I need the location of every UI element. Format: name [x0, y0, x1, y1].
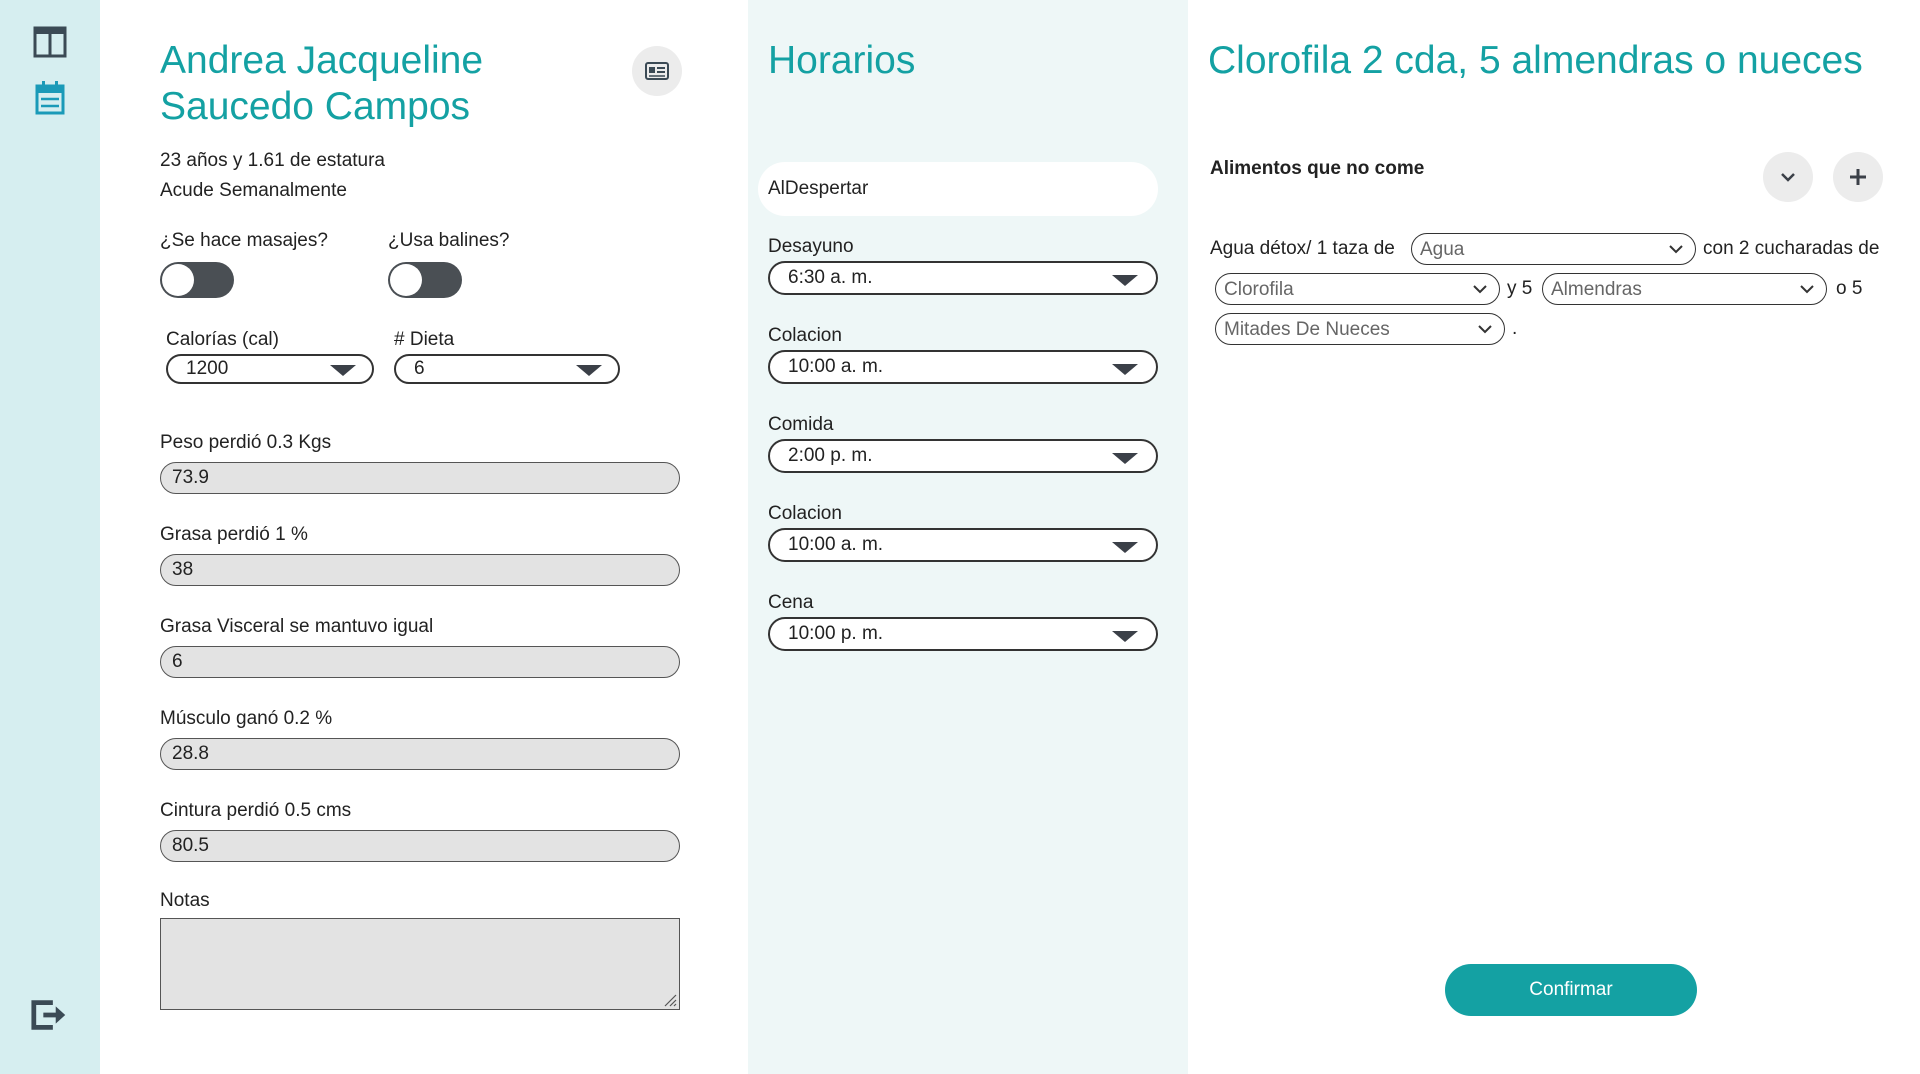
recipe-text-5: .	[1512, 318, 1518, 339]
massages-toggle[interactable]	[160, 262, 234, 298]
ingredient-combo-3[interactable]	[1542, 273, 1827, 305]
waist-label: Cintura perdió 0.5 cms	[160, 800, 352, 821]
id-card-icon	[645, 62, 669, 80]
chevron-down-icon	[1471, 279, 1489, 299]
avoid-foods-label: Alimentos que no come	[1210, 158, 1425, 179]
recipe-text-2: con 2 cucharadas de	[1703, 238, 1880, 259]
dropdown-arrow-icon	[1112, 275, 1138, 286]
horarios-title: Horarios	[768, 39, 916, 82]
ingredient-combo-3-value: Almendras	[1551, 279, 1642, 300]
fat-label: Grasa perdió 1 %	[160, 524, 308, 545]
horarios-panel	[748, 0, 1188, 1074]
frequency-text: Acude Semanalmente	[160, 180, 347, 201]
colacion2-label: Colacion	[768, 503, 842, 524]
calories-select[interactable]	[166, 354, 374, 384]
dropdown-arrow-icon	[1112, 631, 1138, 642]
chevron-down-icon	[1667, 239, 1685, 259]
visceral-fat-input[interactable]: 6	[160, 646, 680, 678]
desayuno-time-select[interactable]	[768, 261, 1158, 295]
chevron-down-icon	[1476, 319, 1494, 339]
balines-toggle[interactable]	[388, 262, 462, 298]
dropdown-arrow-icon	[576, 365, 602, 376]
colacion2-time: 10:00 a. m.	[788, 534, 884, 555]
patient-name-line2: Saucedo Campos	[160, 85, 471, 128]
recipe-text-3: y 5	[1507, 278, 1533, 299]
dropdown-arrow-icon	[1112, 542, 1138, 553]
ingredient-combo-4[interactable]	[1215, 313, 1505, 345]
dropdown-arrow-icon	[1112, 364, 1138, 375]
colacion1-label: Colacion	[768, 325, 842, 346]
dropdown-arrow-icon	[1112, 453, 1138, 464]
ingredient-combo-2[interactable]	[1215, 273, 1500, 305]
ingredient-combo-1-value: Agua	[1420, 239, 1465, 260]
colacion1-time: 10:00 a. m.	[788, 356, 884, 377]
ingredient-combo-4-value: Mitades De Nueces	[1224, 319, 1390, 340]
muscle-label: Músculo ganó 0.2 %	[160, 708, 333, 729]
patient-name-line1: Andrea Jacqueline	[160, 39, 484, 82]
age-height-text: 23 años y 1.61 de estatura	[160, 150, 385, 171]
calories-label: Calorías (cal)	[166, 329, 279, 350]
diet-label: # Dieta	[394, 329, 455, 350]
recipe-text-4: o 5	[1836, 278, 1863, 299]
ingredient-combo-2-value: Clorofila	[1224, 279, 1294, 300]
colacion1-time-select[interactable]	[768, 350, 1158, 384]
fat-input[interactable]: 38	[160, 554, 680, 586]
muscle-input[interactable]: 28.8	[160, 738, 680, 770]
cena-time: 10:00 p. m.	[788, 623, 884, 644]
colacion2-time-select[interactable]	[768, 528, 1158, 562]
chevron-down-icon	[1798, 279, 1816, 299]
recipe-title: Clorofila 2 cda, 5 almendras o nueces	[1208, 39, 1863, 82]
diet-value: 6	[414, 358, 425, 379]
notes-textarea[interactable]	[160, 918, 680, 1010]
columns-icon[interactable]	[30, 22, 70, 62]
id-card-button[interactable]	[632, 46, 682, 96]
patient-name	[160, 38, 483, 130]
chevron-down-icon	[1779, 171, 1797, 183]
expand-button[interactable]	[1763, 152, 1813, 202]
comida-label: Comida	[768, 414, 834, 435]
waist-input[interactable]: 80.5	[160, 830, 680, 862]
weight-input[interactable]: 73.9	[160, 462, 680, 494]
weight-label: Peso perdió 0.3 Kgs	[160, 432, 332, 453]
cena-label: Cena	[768, 592, 814, 613]
ingredient-combo-1[interactable]	[1411, 233, 1696, 265]
cena-time-select[interactable]	[768, 617, 1158, 651]
desayuno-time: 6:30 a. m.	[788, 267, 873, 288]
calories-value: 1200	[186, 358, 229, 379]
dropdown-arrow-icon	[330, 365, 356, 376]
comida-time-select[interactable]	[768, 439, 1158, 473]
plus-icon	[1848, 167, 1868, 187]
add-button[interactable]	[1833, 152, 1883, 202]
resize-handle-icon[interactable]	[663, 993, 677, 1007]
al-despertar-item[interactable]: AlDespertar	[758, 162, 1158, 216]
confirm-button[interactable]: Confirmar	[1445, 964, 1697, 1016]
comida-time: 2:00 p. m.	[788, 445, 873, 466]
visceral-fat-label: Grasa Visceral se mantuvo igual	[160, 616, 434, 637]
notes-label: Notas	[160, 890, 210, 911]
sidebar	[0, 0, 100, 1074]
massages-label: ¿Se hace masajes?	[160, 230, 328, 251]
calendar-icon[interactable]	[30, 78, 70, 118]
diet-select[interactable]	[394, 354, 620, 384]
desayuno-label: Desayuno	[768, 236, 854, 257]
recipe-text-1: Agua détox/ 1 taza de	[1210, 238, 1395, 259]
balines-label: ¿Usa balines?	[388, 230, 510, 251]
logout-icon[interactable]	[30, 995, 70, 1035]
